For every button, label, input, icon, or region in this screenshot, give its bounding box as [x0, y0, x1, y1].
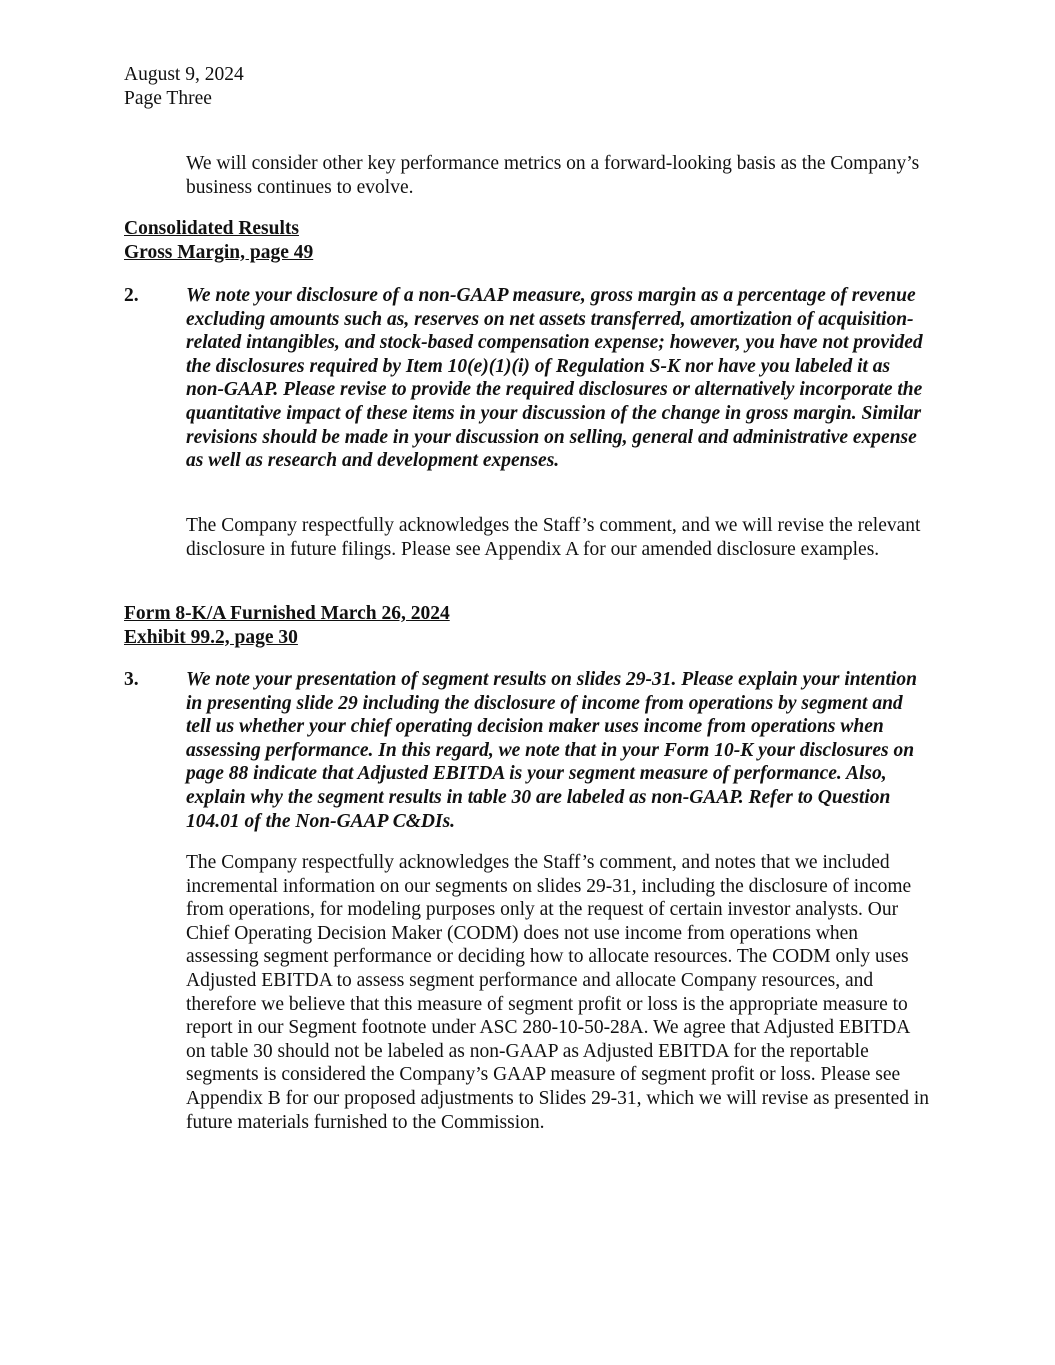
comment-2-number: 2.	[124, 285, 139, 306]
response-3-text: The Company respectfully acknowledges the Staff’s comment, and notes that we included incremental information on our segments on slides 29-31, including the disclosure of income from operations, for modeling purposes only at the request of certain investor analysts. Our Chief Operating Decision Maker (CODM) does not use income from operations when assessing segment performance or deciding how to allocate resources. The CODM only uses Adjusted EBITDA to assess segment performance and allocate Company resources, and therefore we believe that this measure of segment profit or loss is the appropriate measure to report in our Segment footnote under ASC 280-10-50-28A. We agree that Adjusted EBITDA on table 30 should not be labeled as non-GAAP as Adjusted EBITDA for the reportable segments is considered the Company’s GAAP measure of segment profit or loss. Please see Appendix B for our proposed adjustments to Slides 29-31, which we will revise as presented in future materials furnished to the Commission.	[186, 852, 930, 1133]
section-3-heading-line-2: Exhibit 99.2, page 30	[124, 626, 298, 648]
response-2-text: The Company respectfully acknowledges the Staff’s comment, and we will revise the relevant disclosure in future filings. Please see Appendix A for our amended disclosure examples.	[186, 515, 921, 560]
section-2-heading-line-2: Gross Margin, page 49	[124, 241, 314, 263]
section-2-heading	[124, 217, 313, 264]
comment-3-number: 3.	[124, 669, 139, 690]
letter-date: August 9, 2024	[124, 64, 244, 85]
section-2-heading-line-1: Consolidated Results	[124, 218, 299, 239]
page-number: Page Three	[124, 87, 212, 109]
page-header	[124, 63, 244, 110]
section-3-heading-line-1: Form 8-K/A Furnished March 26, 2024	[124, 603, 450, 624]
comment-2-text: We note your disclosure of a non-GAAP measure, gross margin as a percentage of revenue excluding amounts such as, reserves on net assets transferred, amortization of acquisition-related intangibles, and stock-based compensation expense; however, you have not provided the disclosures required by Item 10(e)(1)(i) of Regulation S-K nor have you labeled it as non-GAAP. Please revise to provide the required disclosures or alternatively incorporate the quantitative impact of these items in your discussion of the change in gross margin. Similar revisions should be made in your discussion on selling, general and administrative expense as well as research and development expenses.	[186, 285, 923, 472]
intro-paragraph: We will consider other key performance metrics on a forward-looking basis as the Company’s business continues to evolve.	[186, 153, 920, 198]
comment-3-text: We note your presentation of segment results on slides 29-31. Please explain your intention in presenting slide 29 including the disclosure of income from operations by segment and tell us whether your chief operating decision maker uses income from operations when assessing performance. In this regard, we note that in your Form 10-K your disclosures on page 88 indicate that Adjusted EBITDA is your segment measure of performance. Also, explain why the segment results in table 30 are labeled as non-GAAP. Refer to Question 104.01 of the Non-GAAP C&DIs.	[186, 669, 917, 832]
section-3-heading	[124, 602, 450, 649]
